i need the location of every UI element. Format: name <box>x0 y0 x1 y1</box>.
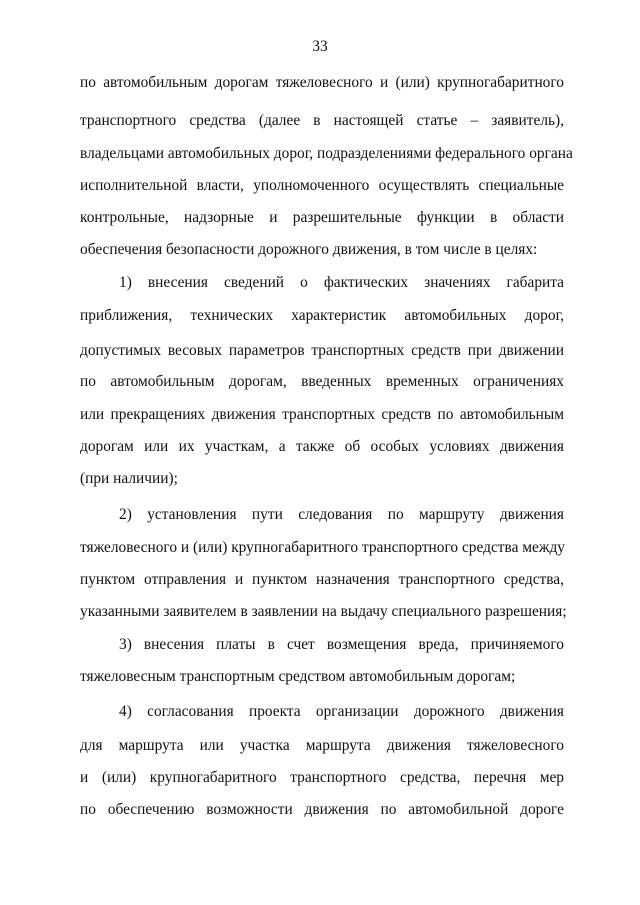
list-item-start: 4) согласования проекта организации дорожного движения <box>119 703 564 720</box>
list-item-start: 2) установления пути следования по маршруту движения <box>119 506 564 523</box>
text-line: и (или) крупногабаритного транспортного средства, перечня мер <box>80 769 564 786</box>
text-line: для маршрута или участка маршрута движения тяжеловесного <box>80 737 564 754</box>
text-line: контрольные, надзорные и разрешительные функции в области <box>80 209 564 226</box>
text-line: пунктом отправления и пунктом назначения транспортного средства, <box>80 571 564 588</box>
text-line: дорогам или их участкам, а также об особых условиях движения <box>80 438 564 455</box>
text-line: обеспечения безопасности дорожного движения, в том числе в целях: <box>80 241 538 258</box>
text-line: тяжеловесным транспортным средством автомобильным дорогам; <box>80 668 516 685</box>
text-line: транспортного средства (далее в настоящей статье – заявитель), <box>80 112 564 129</box>
page-number: 33 <box>312 38 328 55</box>
list-item-start: 3) внесения платы в счет возмещения вреда, причиняемого <box>119 636 564 653</box>
text-line: или прекращениях движения транспортных средств по автомобильным <box>80 406 564 423</box>
text-line: (при наличии); <box>80 470 178 487</box>
list-item-start: 1) внесения сведений о фактических значениях габарита <box>119 274 564 291</box>
text-line: по обеспечению возможности движения по автомобильной дороге <box>80 801 564 818</box>
text-line: допустимых весовых параметров транспортных средств при движении <box>80 342 564 359</box>
text-line: владельцами автомобильных дорог, подразделениями федерального органа <box>80 145 573 162</box>
text-line: по автомобильным дорогам, введенных временных ограничениях <box>80 373 564 390</box>
text-line: исполнительной власти, уполномоченного осуществлять специальные <box>80 177 564 194</box>
text-line: тяжеловесного и (или) крупногабаритного транспортного средства между <box>80 539 565 556</box>
text-line: приближения, технических характеристик автомобильных дорог, <box>80 307 564 324</box>
text-line: по автомобильным дорогам тяжеловесного и (или) крупногабаритного <box>80 74 564 91</box>
text-line: указанными заявителем в заявлении на выдачу специального разрешения; <box>80 603 567 620</box>
